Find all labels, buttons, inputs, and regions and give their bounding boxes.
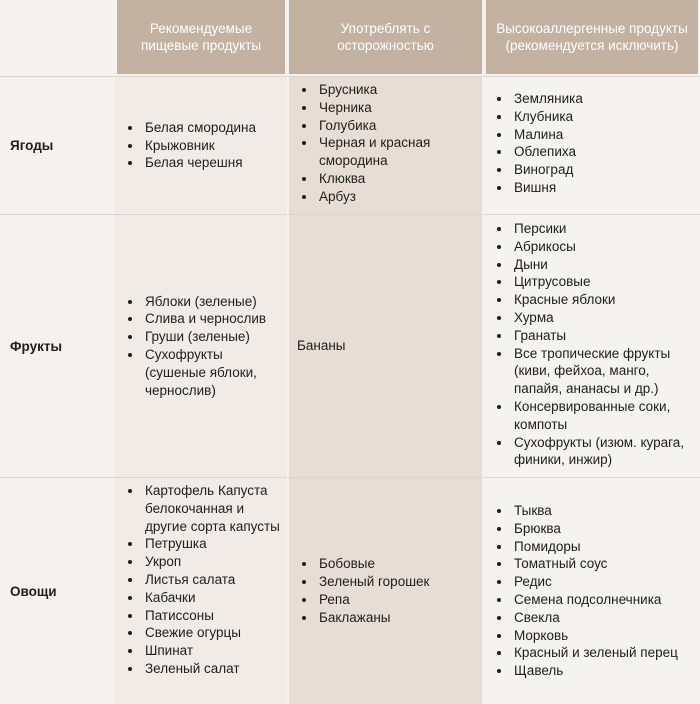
list-item: Семена подсолнечника: [514, 591, 694, 609]
list-item: Шпинат: [145, 642, 281, 660]
list-item: Репа: [319, 591, 476, 609]
list-item: Свекла: [514, 609, 694, 627]
fruits-allergenic-cell: [484, 214, 700, 477]
list-item: Крыжовник: [145, 137, 281, 155]
header-allergenic: Высокоаллергенные продукты (рекомендуется исключить): [484, 0, 700, 76]
vegetables-caution-cell: [287, 477, 484, 704]
berries-recommended-list: [115, 119, 287, 172]
list-item: Яблоки (зеленые): [145, 293, 281, 311]
list-item: Абрикосы: [514, 238, 694, 256]
list-item: Голубика: [319, 117, 476, 135]
list-item: Сухофрукты (изюм. курага, финики, инжир): [514, 434, 694, 470]
list-item: Клубника: [514, 108, 694, 126]
list-item: Клюква: [319, 170, 476, 188]
list-item: Хурма: [514, 309, 694, 327]
row-label-vegetables: Овощи: [0, 477, 115, 704]
vegetables-recommended-list: [115, 478, 287, 678]
list-item: Красные яблоки: [514, 291, 694, 309]
list-item: Брюква: [514, 520, 694, 538]
list-item: Томатный соус: [514, 555, 694, 573]
list-item: Груши (зеленые): [145, 328, 281, 346]
list-item: Сухофрукты (сушеные яблоки, чернослив): [145, 346, 281, 399]
list-item: Кабачки: [145, 589, 281, 607]
vegetables-caution-list: [289, 555, 482, 626]
berries-caution-cell: [287, 76, 484, 214]
list-item: Черника: [319, 99, 476, 117]
list-item: Малина: [514, 126, 694, 144]
list-item: Консервированные соки, компоты: [514, 398, 694, 434]
list-item: Гранаты: [514, 327, 694, 345]
row-label-fruits: Фрукты: [0, 214, 115, 477]
list-item: Дыни: [514, 256, 694, 274]
list-item: Брусника: [319, 81, 476, 99]
list-item: Зеленый салат: [145, 660, 281, 678]
fruits-allergenic-list: [484, 215, 700, 469]
list-item: Свежие огурцы: [145, 624, 281, 642]
fruits-recommended-cell: [115, 214, 287, 477]
list-item: Черная и красная смородина: [319, 134, 476, 170]
list-item: Белая черешня: [145, 154, 281, 172]
list-item: Патиссоны: [145, 607, 281, 625]
list-item: Укроп: [145, 553, 281, 571]
list-item: Вишня: [514, 179, 694, 197]
list-item: Тыква: [514, 502, 694, 520]
list-item: Щавель: [514, 662, 694, 680]
fruits-caution-cell: [287, 214, 484, 477]
list-item: Зеленый горошек: [319, 573, 476, 591]
list-item: Картофель Капуста белокочанная и другие сорта капусты: [145, 483, 280, 534]
berries-caution-list: [289, 77, 482, 206]
berries-recommended-cell: [115, 76, 287, 214]
list-item: Облепиха: [514, 143, 694, 161]
list-item: Персики: [514, 220, 694, 238]
list-item: Белая смородина: [145, 119, 281, 137]
header-recommended: Рекомендуемые пищевые продукты: [115, 0, 287, 76]
header-corner: [0, 0, 115, 76]
list-item: Красный и зеленый перец: [514, 644, 694, 662]
list-item: Виноград: [514, 161, 694, 179]
list-item: Все тропические фрукты (киви, фейхоа, манго, папайя, ананасы и др.): [514, 345, 694, 398]
list-item: Редис: [514, 573, 694, 591]
list-item: Петрушка: [145, 535, 281, 553]
fruits-recommended-list: [115, 293, 287, 400]
list-item: Арбуз: [319, 188, 476, 206]
list-item: Помидоры: [514, 538, 694, 556]
fruits-caution-text: Бананы: [297, 338, 346, 353]
vegetables-recommended-cell: [115, 477, 287, 704]
berries-allergenic-cell: [484, 76, 700, 214]
list-item: Земляника: [514, 90, 694, 108]
list-item: Слива и чернослив: [145, 310, 281, 328]
vegetables-allergenic-list: [484, 478, 700, 680]
list-item: Баклажаны: [319, 609, 476, 627]
list-item: Морковь: [514, 627, 694, 645]
row-label-berries: Ягоды: [0, 76, 115, 214]
list-item: Листья салата: [145, 571, 281, 589]
list-item: Бобовые: [319, 555, 476, 573]
berries-allergenic-list: [484, 77, 700, 197]
list-item: Цитрусовые: [514, 273, 694, 291]
header-caution: Употреблять с осторожностью: [287, 0, 484, 76]
vegetables-allergenic-cell: [484, 477, 700, 704]
